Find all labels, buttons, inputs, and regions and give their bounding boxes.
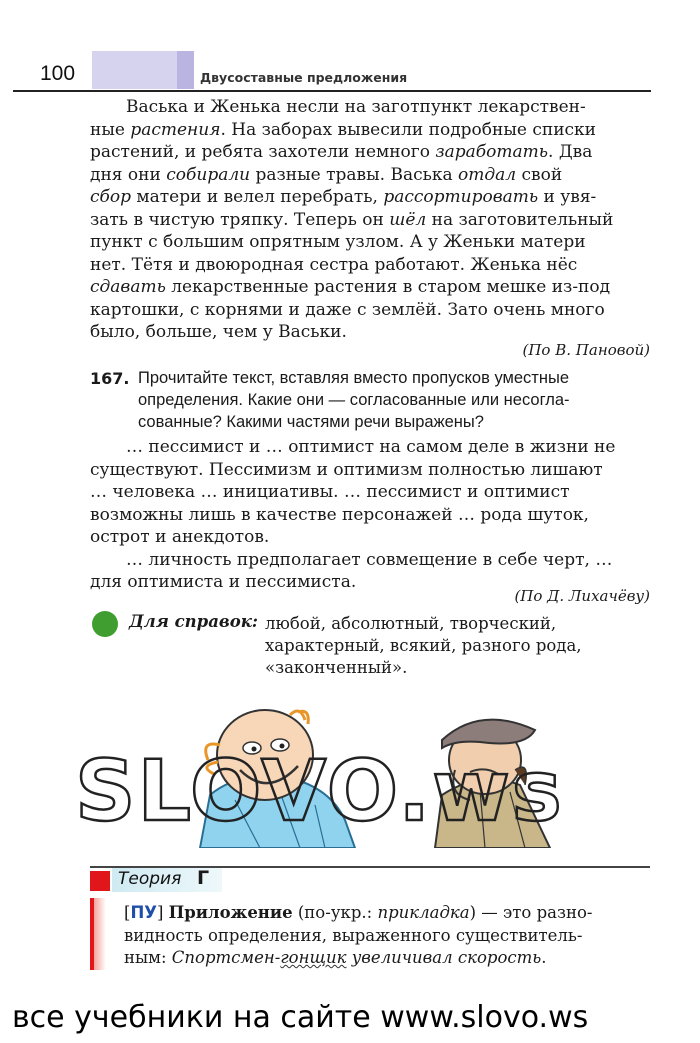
theory-line: [ПУ] Приложение (по-укр.: прикладка) — это разно- xyxy=(124,903,593,922)
reference-line: любой, абсолютный, творческий, xyxy=(265,614,557,633)
text-line: растений, и ребята захотели немного заработать. Два xyxy=(90,142,593,162)
text-line: было, больше, чем у Васьки. xyxy=(90,322,347,342)
text-line: зать в чистую тряпку. Теперь он шёл на заготовительный xyxy=(90,209,614,230)
pu-badge: ПУ xyxy=(130,903,157,922)
theory-side-bar xyxy=(90,898,106,970)
source-panova: (По В. Пановой) xyxy=(522,341,650,359)
text-line: … человека … инициативы. … пессимист и оптимист xyxy=(90,482,570,502)
text-line: острот и анекдотов. xyxy=(90,527,270,547)
text-line: дня они собирали разные травы. Васька отдал свой xyxy=(90,164,563,185)
text-line: … личность предполагает совмещение в себе черт, … xyxy=(126,549,613,570)
text-line: возможны лишь в качестве персонажей … рода шуток, xyxy=(90,504,589,525)
text-line: для оптимиста и пессимиста. xyxy=(90,572,357,592)
theory-line: видность определения, выраженного существитель- xyxy=(124,925,583,945)
footer-site-text: все учебники на сайте www.slovo.ws xyxy=(12,1000,589,1035)
task-number: 167. xyxy=(90,369,130,388)
header-color-band xyxy=(92,51,177,89)
source-likhachev: (По Д. Лихачёву) xyxy=(514,587,650,605)
text-line: существуют. Пессимизм и оптимизм полностью лишают xyxy=(90,459,603,480)
text-line: сдавать лекарственные растения в старом мешке из-под xyxy=(90,277,611,297)
excerpt-likhachev xyxy=(90,436,651,594)
reference-words xyxy=(265,613,582,679)
task-line: Прочитайте текст, вставляя вместо пропусков уместные xyxy=(138,369,569,387)
theory-text xyxy=(124,902,648,970)
reference-line: характерный, всякий, разного рода, xyxy=(265,636,582,655)
running-title: Двусоставные предложения xyxy=(200,70,408,85)
text-line: Васька и Женька несли на заготпункт лекарствен- xyxy=(126,97,586,117)
theory-letter: Г xyxy=(197,867,210,889)
text-line: ные растения. На заборах вывесили подробные списки xyxy=(90,119,596,140)
reference-label: Для справок: xyxy=(129,612,258,631)
reference-line: «законченный». xyxy=(265,658,408,677)
task-line: определения. Какие они — согласованные или несогла- xyxy=(138,391,570,409)
reference-dot-icon xyxy=(92,611,118,637)
watermark: SLOVO.ws xyxy=(75,742,564,840)
page-number: 100 xyxy=(40,62,76,85)
theory-label: Теория xyxy=(118,869,182,889)
text-line: нет. Тётя и двоюродная сестра работают. Женька нёс xyxy=(90,254,578,275)
theory-marker-icon xyxy=(90,871,110,891)
excerpt-panova xyxy=(90,96,651,344)
theory-line: ным: Спортсмен-гонщик увеличивал скорость. xyxy=(124,948,547,967)
task-line: сованные? Какими частями речи выражены? xyxy=(138,413,484,431)
text-line: сбор матери и велел перебрать, рассортировать и увя- xyxy=(90,187,597,207)
text-line: пункт с большим опрятным узлом. А у Женьки матери xyxy=(90,232,586,252)
task-instructions xyxy=(138,367,570,433)
text-line: … пессимист и … оптимист на самом деле в жизни не xyxy=(126,437,616,457)
header-color-band-dark xyxy=(177,51,194,89)
header-rule xyxy=(13,90,651,92)
text-line: картошки, с корнями и даже с землёй. Зато очень много xyxy=(90,299,605,320)
